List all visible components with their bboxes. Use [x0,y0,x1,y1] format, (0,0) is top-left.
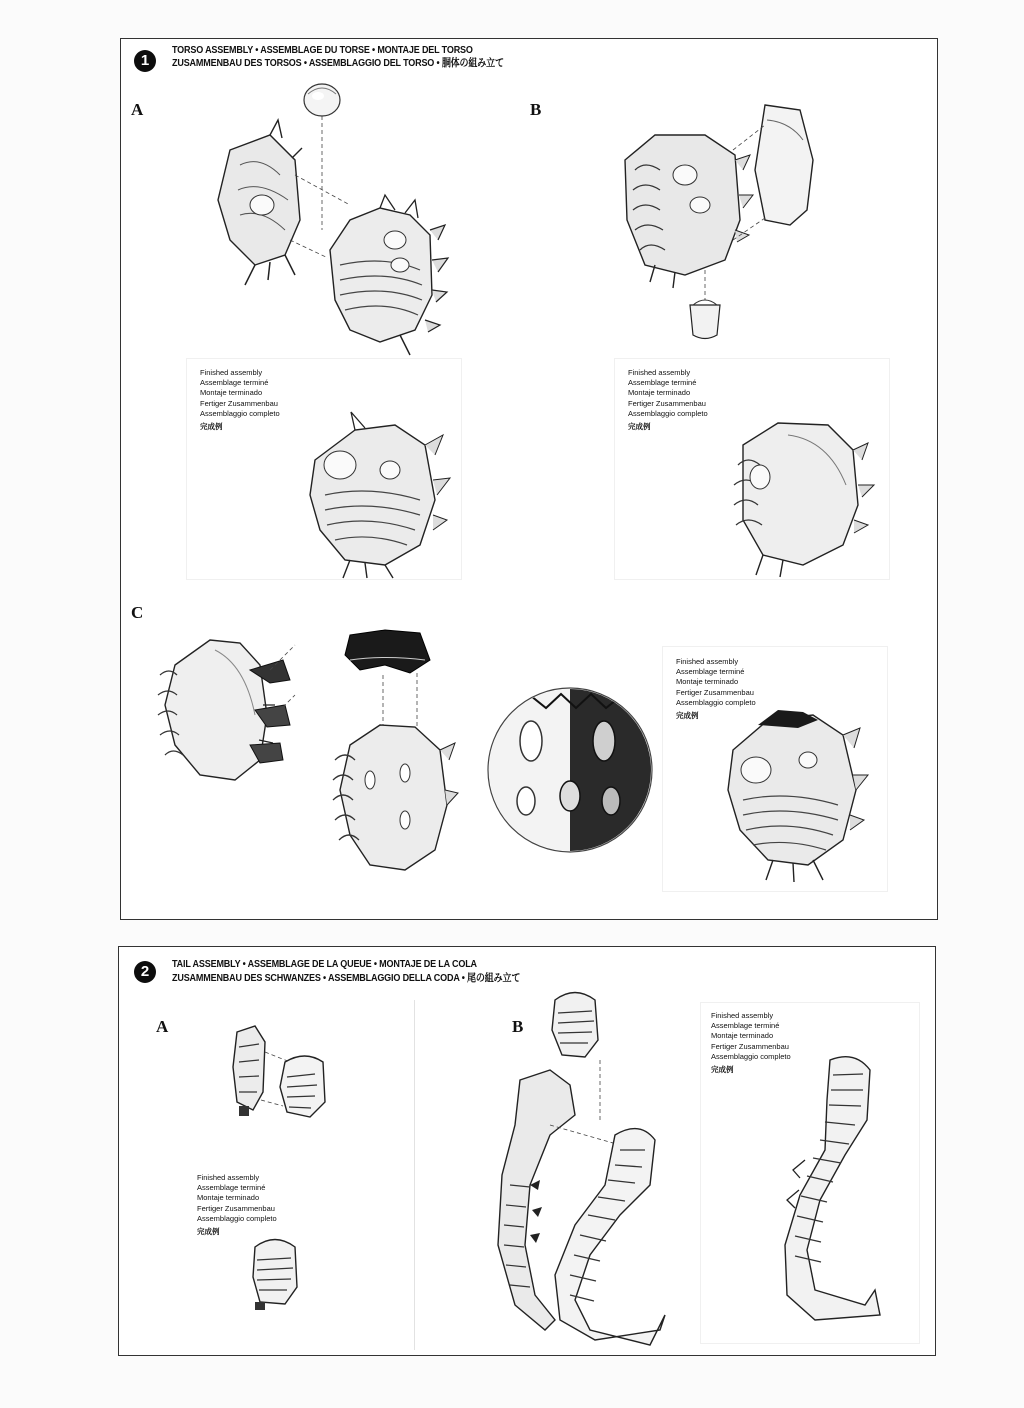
shell-plate-icon [755,105,813,225]
finished-en: Finished assembly [711,1011,774,1020]
top-plate-icon [345,630,430,673]
finished-de: Fertiger Zusammenbau [628,398,706,408]
finished-ja: 完成例 [197,1227,220,1237]
tail-b-finished-illustration [765,1050,895,1335]
finished-fr: Assemblage terminé [628,378,697,388]
step-2a-finished-caption [197,1173,277,1237]
tail-right-spine-icon [555,1129,665,1345]
spine-segment-icon [552,993,598,1058]
finished-it: Assemblaggio completo [197,1213,277,1223]
finished-es: Montaje terminado [711,1031,774,1041]
step-2-title-line-2: ZUSAMMENBAU DES SCHWANZES • ASSEMBLAGGIO DELLA CODA • 尾の組み立て [172,972,521,984]
finished-de: Fertiger Zusammenbau [197,1203,275,1213]
finished-fr: Assemblage terminé [197,1183,266,1193]
tail-assembly-b-exploded-illustration [480,985,680,1350]
step-1b-finished-caption [628,368,708,432]
finished-ja: 完成例 [676,711,699,721]
finished-es: Montaje terminado [676,677,739,687]
finished-it: Assemblaggio completo [628,408,708,418]
finished-fr: Assemblage terminé [200,378,269,388]
spine-segment-icon [280,1056,325,1117]
step-2-divider [414,1000,415,1350]
torso-assembly-b-exploded-illustration [615,100,825,350]
torso-right-half-icon [330,195,448,355]
step-2-number: 2 [134,961,156,983]
step-2-title-line-1: TAIL ASSEMBLY • ASSEMBLAGE DE LA QUEUE • MONTAJE DE LA COLA [172,958,477,970]
finished-en: Finished assembly [197,1173,260,1182]
torso-assembly-c-exploded-illustration [155,625,460,885]
finished-es: Montaje terminado [200,388,263,398]
finished-fr: Assemblage terminé [711,1021,780,1031]
finished-fr: Assemblage terminé [676,667,745,677]
step-1b-label: B [530,100,542,119]
tail-assembly-a-exploded-illustration [225,1022,335,1122]
finished-en: Finished assembly [628,368,691,377]
torso-body-icon [625,135,753,288]
finished-de: Fertiger Zusammenbau [676,687,754,697]
step-1-title-line-2: ZUSAMMENBAU DES TORSOS • ASSEMBLAGGIO DEL TORSO • 胴体の組み立て [172,57,504,69]
finished-es: Montaje terminado [628,388,691,398]
finished-en: Finished assembly [676,657,739,666]
torso-b-finished-illustration [718,405,878,580]
step-2a-label: A [156,1017,169,1036]
finished-es: Montaje terminado [197,1193,260,1203]
step-2b-label: B [512,1017,524,1036]
detail-magnifier-illustration [486,686,654,854]
finished-de: Fertiger Zusammenbau [711,1041,789,1051]
tail-shell-piece-icon [233,1026,265,1116]
torso-left-half-icon [218,120,302,285]
finished-en: Finished assembly [200,368,263,377]
finished-it: Assemblaggio completo [711,1051,791,1061]
step-1a-finished-caption [200,368,280,432]
dome-cap-icon [690,300,720,339]
finished-it: Assemblaggio completo [676,697,756,707]
step-1a-label: A [131,100,144,119]
torso-assembly-a-exploded-illustration [200,80,460,360]
step-1c-label: C [131,603,144,622]
step-1-number: 1 [134,50,156,72]
tail-a-finished-illustration [245,1232,305,1312]
torso-c-finished-illustration [718,700,868,885]
torso-shell-middle-icon [333,725,458,870]
finished-ja: 完成例 [200,422,223,432]
dome-cap-icon [304,84,340,116]
torso-a-finished-illustration [295,400,455,580]
finished-it: Assemblaggio completo [200,408,280,418]
finished-ja: 完成例 [711,1065,734,1075]
step-1-title-line-1: TORSO ASSEMBLY • ASSEMBLAGE DU TORSE • MONTAJE DEL TORSO [172,44,473,56]
finished-ja: 完成例 [628,422,651,432]
finished-de: Fertiger Zusammenbau [200,398,278,408]
